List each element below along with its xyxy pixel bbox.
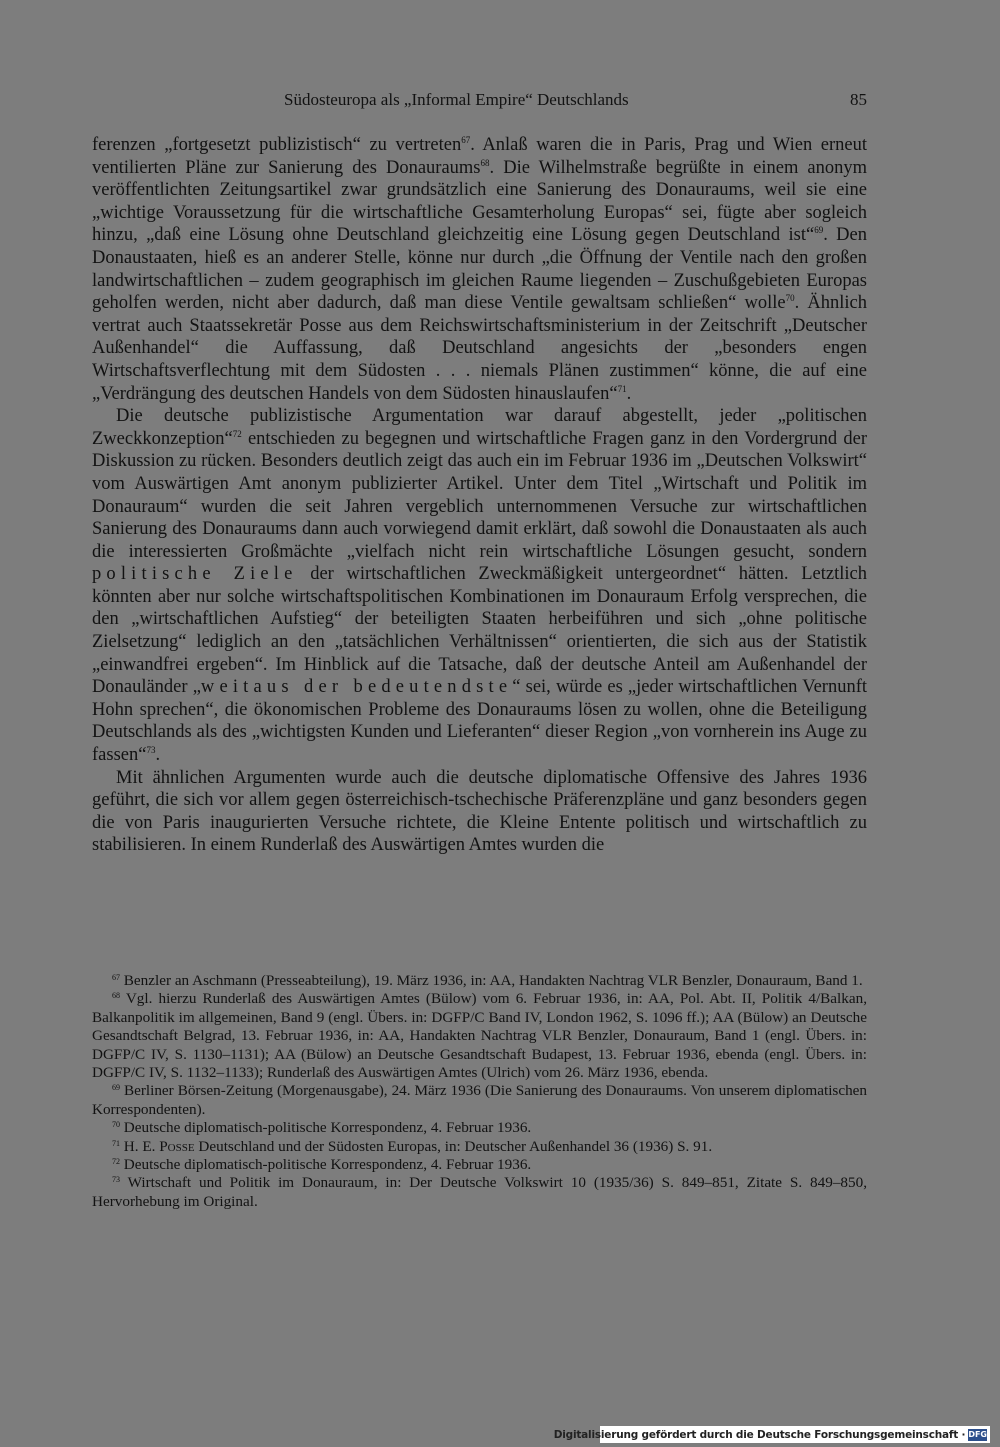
dfg-logo-icon: DFG — [968, 1430, 987, 1439]
footnote-ref-68[interactable]: 68 — [480, 157, 490, 168]
emphasis-spaced: politische Ziele — [92, 564, 298, 585]
footnote-73: $^{73}$ Wirtschaft und Politik im Donauraum, in: Der Deutsche Volkswirt 10 (1935/36) S. 849–851, Zitate S. 849–850, Hervorhebung im Original. — [92, 1174, 867, 1210]
footnote-ref-69[interactable]: 69 — [814, 225, 824, 236]
footnote-68: $^{68}$ Vgl. hierzu Runderlaß des Auswärtigen Amtes (Bülow) vom 6. Februar 1936, in: AA, Pol. Abt. II, Politik 4/Balkan, Balkanpolitik im allgemeinen, Band 9 (engl. Übers. in: DGFP/C Band IV, London 1962, S. 1096 ff.); AA (Bülow) an Deutsche Gesandtschaft Belgrad, 13. Februar 1936, in: AA, Handakten Nachtrag VLR Benzler, Donauraum, Band 1 (engl. Übers. in: DGFP/C IV, S. 1130–1131); AA (Bülow) an Deutsche Gesandtschaft Budapest, 13. Februar 1936, ebenda (engl. Übers. in: DGFP/C IV, S. 1132–1133); Runderlaß des Auswärtigen Amtes (Ulrich) vom 26. März 1936, ebenda. — [92, 990, 867, 1082]
footnote-67: $^{67}$ Benzler an Aschmann (Presseabteilung), 19. März 1936, in: AA, Handakten Nachtrag VLR Benzler, Donauraum, Band 1. — [112, 972, 863, 989]
footnote-69: $^{69}$ Berliner Börsen-Zeitung (Morgenausgabe), 24. März 1936 (Die Sanierung des Donauraums. Von unserem diplomatischen Korrespondenten). — [92, 1082, 867, 1118]
footnote-ref-70[interactable]: 70 — [785, 293, 795, 304]
footnote-ref-71[interactable]: 71 — [617, 383, 627, 394]
footnote-ref-72[interactable]: 72 — [232, 428, 242, 439]
footnote-71: $^{71}$ H. E. Posse Deutschland und der Südosten Europas, in: Deutscher Außenhandel 36 (1936) S. 91. — [112, 1137, 713, 1155]
emphasis-spaced: weitaus der bedeutendste — [200, 677, 513, 698]
page-number: 85 — [850, 90, 867, 109]
footnote-72: $^{72}$ Deutsche diplomatisch-politische Korrespondenz, 4. Februar 1936. — [112, 1156, 532, 1174]
running-title: Südosteuropa als „Informal Empire“ Deutschlands — [284, 90, 629, 109]
footnote-ref-67[interactable]: 67 — [461, 135, 471, 145]
footnote-ref-73[interactable]: 73 — [146, 745, 156, 756]
paragraph-1: ferenzen „fortgesetzt publizistisch“ zu vertreten$^{67}$. Anlaß waren die in Paris, Prag und Wien erneut ventilierten Pläne zur Sanierung des Donauraums$^{68}$. Die Wilhelmstraße begrüßte in einem anonym veröffentlichten Zeitungsartikel zwar grundsätzlich eine Sanierung des Donauraums, weil sie eine „wichtige Voraussetzung für die wirtschaftliche Gesamterholung Europas“ sei, fügte aber sogleich hinzu, „daß eine Lösung ohne Deutschland gleichzeitig eine Lösung gegen Deutschland ist“$^{69}$. Den Donaustaaten, hieß es an anderer Stelle, könne nur durch „die Öffnung der Ventile nach den großen landwirtschaftlichen – zudem geographisch im gleichen Raume liegenden – Zuschußgebieten Europas geholfen werden, nicht aber dadurch, daß man diese Ventile gewaltsam schließen“ wolle$^{70}$. Ähnlich vertrat auch Staatssekretär Posse aus dem Reichswirtschaftsministerium in der Zeitschrift „Deutscher Außenhandel“ die Auffassung, daß Deutschland angesichts der „besonders engen Wirtschaftsverflechtung mit dem Südosten . . . niemals Plänen zustimmen“ könne, die auf eine „Verdrängung des deutschen Handels von dem Südosten hinauslaufen“$^{71}$. — [92, 135, 867, 404]
footnote-70: $^{70}$ Deutsche diplomatisch-politische Korrespondenz, 4. Februar 1936. — [112, 1119, 532, 1137]
main-text — [92, 134, 867, 857]
footnotes — [92, 972, 867, 1211]
paragraph-3: Mit ähnlichen Argumenten wurde auch die deutsche diplomatische Offensive des Jahres 1936 geführt, die sich vor allem gegen österreichisch-tschechische Präferenzpläne und ganz besonders gegen die von Paris inaugurierten Versuche richtete, die Kleine Entente politisch und wirtschaftlich zu stabilisieren. In einem Runderlaß des Auswärtigen Amtes wurden die — [92, 767, 867, 856]
paragraph-2: Die deutsche publizistische Argumentation war darauf abgestellt, jeder „politischen Zweckkonzeption“$^{72}$ entschieden zu begegnen und wirtschaftliche Fragen ganz in den Vordergrund der Diskussion zu rücken. Besonders deutlich zeigt das auch ein im Februar 1936 im „Deutschen Volkswirt“ vom Auswärtigen Amt anonym publizierter Artikel. Unter dem Titel „Wirtschaft und Politik im Donauraum“ wurden die seit Jahren vergeblich unternommenen Versuche zur wirtschaftlichen Sanierung des Donauraums dann auch vorwiegend damit erklärt, daß sowohl die Donaustaaten als auch die interessierten Großmächte „vielfach nicht rein wirtschaftliche Lösungen gesucht, sondern politische Ziele der wirtschaftlichen Zweckmäßigkeit untergeordnet“ hätten. Letztlich könnten aber nur solche wirtschaftspolitischen Kombinationen im Donauraum Erfolg versprechen, die den „wirtschaftlichen Aufstieg“ der beteiligten Staaten herbeiführen und sich „ohne politische Zielsetzung“ lediglich an den „tatsächlichen Verhältnissen“ orientierten, die sich aus der Statistik „einwandfrei ergeben“. Im Hinblick auf die Tatsache, daß der deutsche Anteil am Außenhandel der Donauländer „weitaus der bedeutendste“ sei, würde es „jeder wirtschaftlichen Vernunft Hohn sprechen“, die ökonomischen Probleme des Donauraums lösen zu wollen, ohne die Beteiligung Deutschlands als des „wichtigsten Kunden und Lieferanten“ dieser Region „von vornherein ins Auge zu fassen“$^{73}$. — [92, 406, 867, 766]
digitization-credit-bar — [553, 1426, 990, 1443]
author-name: Posse — [159, 1137, 195, 1155]
digitization-credit: Digitalisierung gefördert durch die Deutsche Forschungsgemeinschaft · — [553, 1428, 966, 1441]
running-header — [92, 90, 867, 114]
